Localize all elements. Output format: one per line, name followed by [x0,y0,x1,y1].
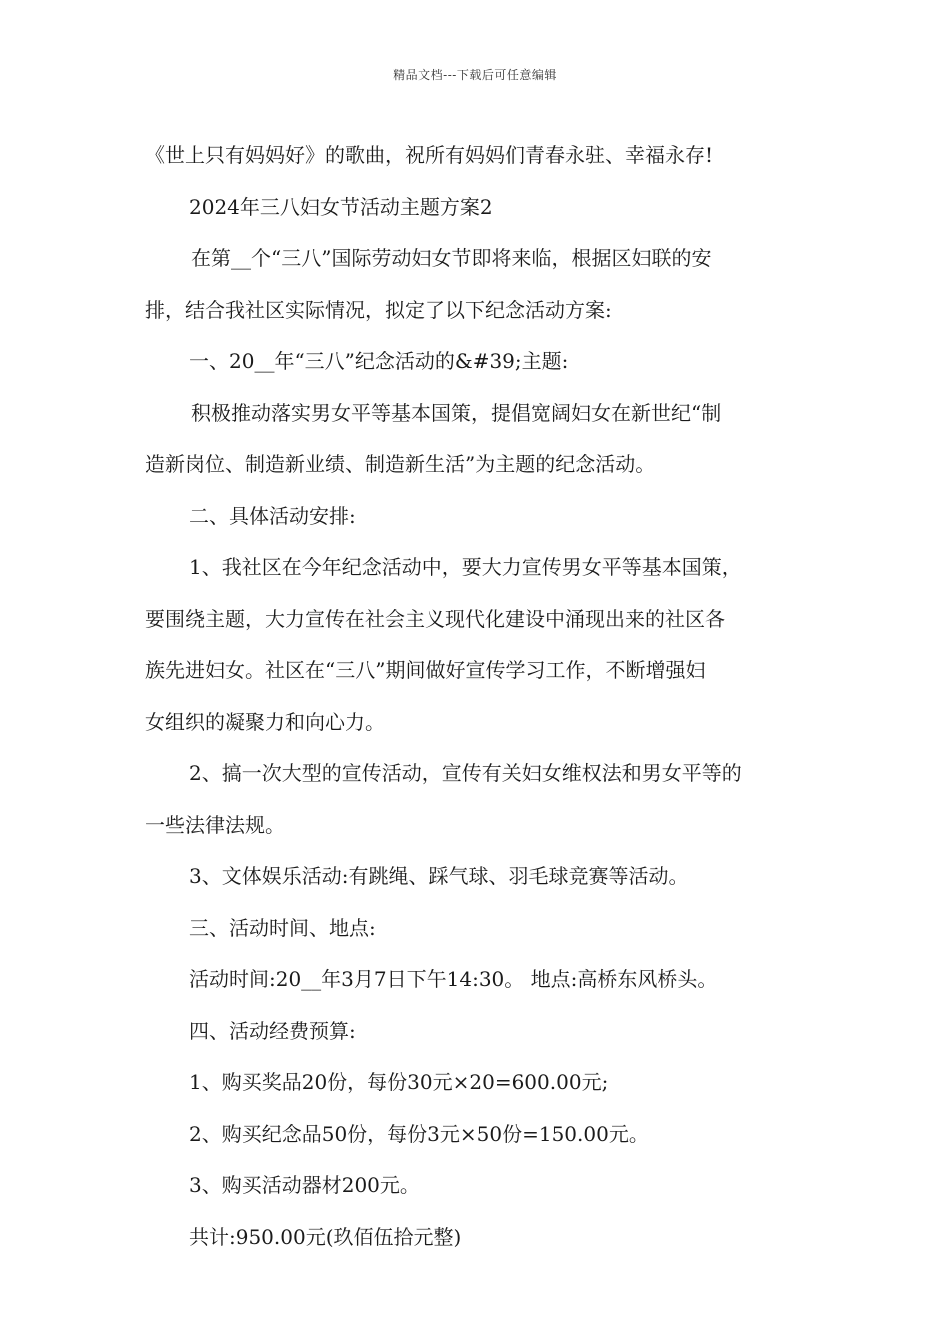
text-line: 排，结合我社区实际情况，拟定了以下纪念活动方案: [145,297,612,322]
text-line: 2、搞一次大型的宣传活动，宣传有关妇女维权法和男女平等的 [189,761,742,785]
heading-theme: 一、20__年“三八”纪念活动的&#39;主题: [189,349,569,373]
text-line: 造新岗位、制造新业绩、制造新生活”为主题的纪念活动。 [145,452,656,476]
heading-budget: 四、活动经费预算: [189,1018,356,1043]
text-line: 3、文体娱乐活动:有跳绳、踩气球、羽毛球竞赛等活动。 [189,864,689,888]
text-line: 女组织的凝聚力和向心力。 [145,709,385,734]
page-header: 精品文档---下载后可任意编辑 [393,68,557,82]
budget-total: 共计:950.00元(玖佰伍拾元整) [189,1224,462,1249]
text-line: 在第__个“三八”国际劳动妇女节即将来临，根据区妇联的安 [191,246,712,270]
heading-arrangement: 二、具体活动安排: [189,503,356,528]
heading-time-place: 三、活动时间、地点: [189,915,376,940]
text-line: 族先进妇女。社区在“三八”期间做好宣传学习工作，不断增强妇 [145,658,706,682]
document-body [145,130,815,1263]
budget-item: 3、购买活动器材200元。 [189,1173,420,1197]
text-line: 活动时间:20__年3月7日下午14:30。 地点:高桥东风桥头。 [189,967,718,991]
text-line: 一些法律法规。 [145,812,285,837]
text-line: 《世上只有妈妈好》的歌曲，祝所有妈妈们青春永驻、幸福永存! [145,143,714,167]
text-line: 1、我社区在今年纪念活动中，要大力宣传男女平等基本国策， [189,555,742,579]
text-line: 要围绕主题，大力宣传在社会主义现代化建设中涌现出来的社区各 [145,606,725,631]
text-line: 积极推动落实男女平等基本国策，提倡宽阔妇女在新世纪“制 [191,400,722,425]
budget-item: 1、购买奖品20份，每份30元×20=600.00元; [189,1070,609,1094]
section-title: 2024年三八妇女节活动主题方案2 [189,194,493,219]
budget-item: 2、购买纪念品50份，每份3元×50份=150.00元。 [189,1121,649,1146]
